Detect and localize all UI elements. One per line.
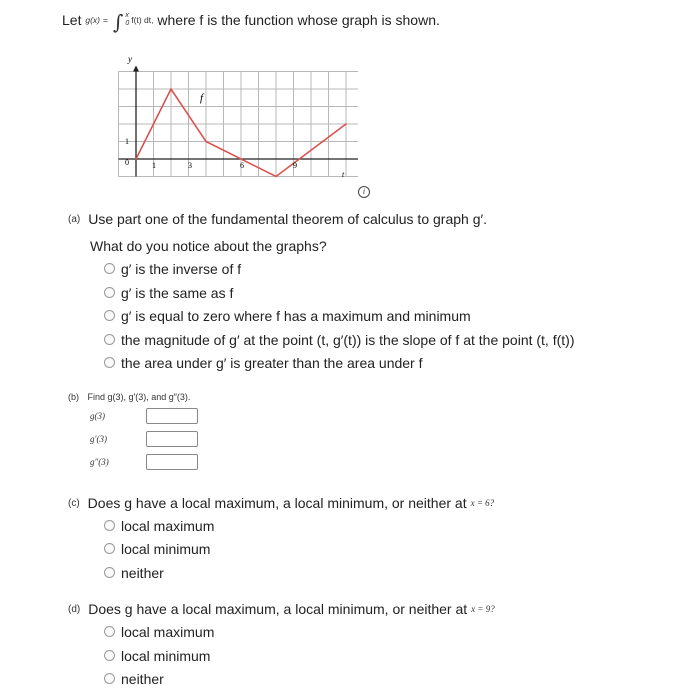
integral-limits xyxy=(125,12,129,28)
part-c-option[interactable] xyxy=(104,541,210,557)
field-label-gdoubleprime3: g″(3) xyxy=(90,457,109,467)
intro-suffix: where f is the function whose graph is shown. xyxy=(157,12,440,28)
radio-button[interactable] xyxy=(104,567,115,578)
y-axis-label: y xyxy=(128,54,132,64)
radio-button[interactable] xyxy=(104,287,115,298)
info-icon[interactable]: i xyxy=(358,186,370,198)
field-label-g3: g(3) xyxy=(90,411,105,421)
lower-limit: 0 xyxy=(125,20,130,27)
part-b-label: (b) xyxy=(68,392,79,402)
curve-label: f xyxy=(200,92,204,104)
problem-statement xyxy=(62,8,440,32)
radio-button[interactable] xyxy=(104,263,115,274)
upper-limit: x xyxy=(125,12,129,19)
option-label: g′ is the same as f xyxy=(121,285,234,301)
option-label: neither xyxy=(121,671,164,687)
part-a-option[interactable] xyxy=(104,308,471,324)
integral-sign-icon: ∫ xyxy=(112,10,124,34)
integrand: f(t) dt, xyxy=(131,15,154,25)
part-c-question xyxy=(68,495,494,511)
part-d-x-value: x = 9? xyxy=(471,604,495,614)
x-tick-label-3: 3 xyxy=(188,161,192,170)
radio-button[interactable] xyxy=(104,357,115,368)
radio-button[interactable] xyxy=(104,650,115,661)
option-label: g′ is the inverse of f xyxy=(121,261,242,277)
y-axis-arrow-icon xyxy=(133,66,139,72)
radio-button[interactable] xyxy=(104,543,115,554)
part-c-question-text: Does g have a local maximum, a local minimum, or neither at xyxy=(87,495,467,511)
part-a-option[interactable] xyxy=(104,355,423,371)
radio-button[interactable] xyxy=(104,310,115,321)
option-label: local maximum xyxy=(121,518,215,534)
f-curve-vertex xyxy=(135,158,137,160)
part-c-label: (c) xyxy=(68,497,80,509)
part-d-option[interactable] xyxy=(104,671,164,687)
x-tick-label-6: 6 xyxy=(240,161,244,170)
part-d-label: (d) xyxy=(68,603,81,615)
option-label: local minimum xyxy=(121,541,211,557)
y-tick-label: 1 xyxy=(125,137,129,146)
g-of-x: g(x) xyxy=(85,15,100,25)
part-c-option[interactable] xyxy=(104,565,164,581)
part-a-question xyxy=(68,211,487,227)
part-a-label: (a) xyxy=(68,213,81,225)
intro-prefix: Let xyxy=(62,12,82,28)
part-b-question xyxy=(68,392,190,402)
part-a-subquestion: What do you notice about the graphs? xyxy=(90,238,327,254)
radio-button[interactable] xyxy=(104,673,115,684)
part-c-x-value: x = 6? xyxy=(470,498,495,508)
option-label: neither xyxy=(121,565,164,581)
f-curve-vertex xyxy=(205,141,207,143)
part-a-option[interactable] xyxy=(104,332,574,348)
x-tick-label-1: 1 xyxy=(152,161,156,170)
f-curve-vertex xyxy=(345,123,347,125)
part-a-question-text: Use part one of the fundamental theorem of calculus to graph g′. xyxy=(88,211,487,227)
f-curve-vertex xyxy=(170,88,172,90)
part-d-option[interactable] xyxy=(104,624,214,640)
f-curve-vertex xyxy=(275,176,277,178)
part-b-question-text: Find g(3), g′(3), and g″(3). xyxy=(87,392,191,402)
part-a-option[interactable] xyxy=(104,285,233,301)
field-label-gprime3: g′(3) xyxy=(90,434,107,444)
part-d-question-text: Does g have a local maximum, a local minimum, or neither at xyxy=(88,601,468,617)
equals-sign: = xyxy=(103,15,108,25)
gprime3-input[interactable] xyxy=(146,431,198,447)
origin-label: 0 xyxy=(125,158,129,167)
function-graph xyxy=(118,48,358,196)
option-label: g′ is equal to zero where f has a maximum and minimum xyxy=(121,308,471,324)
radio-button[interactable] xyxy=(104,334,115,345)
g3-input[interactable] xyxy=(146,408,198,424)
x-axis-label: t xyxy=(342,170,345,179)
x-tick-label-9: 9 xyxy=(293,161,297,170)
part-d-question xyxy=(68,601,495,617)
option-label: the area under g′ is greater than the area under f xyxy=(121,355,423,371)
part-d-option[interactable] xyxy=(104,648,210,664)
part-a-option[interactable] xyxy=(104,261,241,277)
gdoubleprime3-input[interactable] xyxy=(146,454,198,470)
part-c-option[interactable] xyxy=(104,518,214,534)
radio-button[interactable] xyxy=(104,520,115,531)
option-label: local maximum xyxy=(121,624,215,640)
radio-button[interactable] xyxy=(104,626,115,637)
option-label: the magnitude of g′ at the point (t, g′(t)) is the slope of f at the point (t, f(t)) xyxy=(121,332,575,348)
option-label: local minimum xyxy=(121,648,211,664)
